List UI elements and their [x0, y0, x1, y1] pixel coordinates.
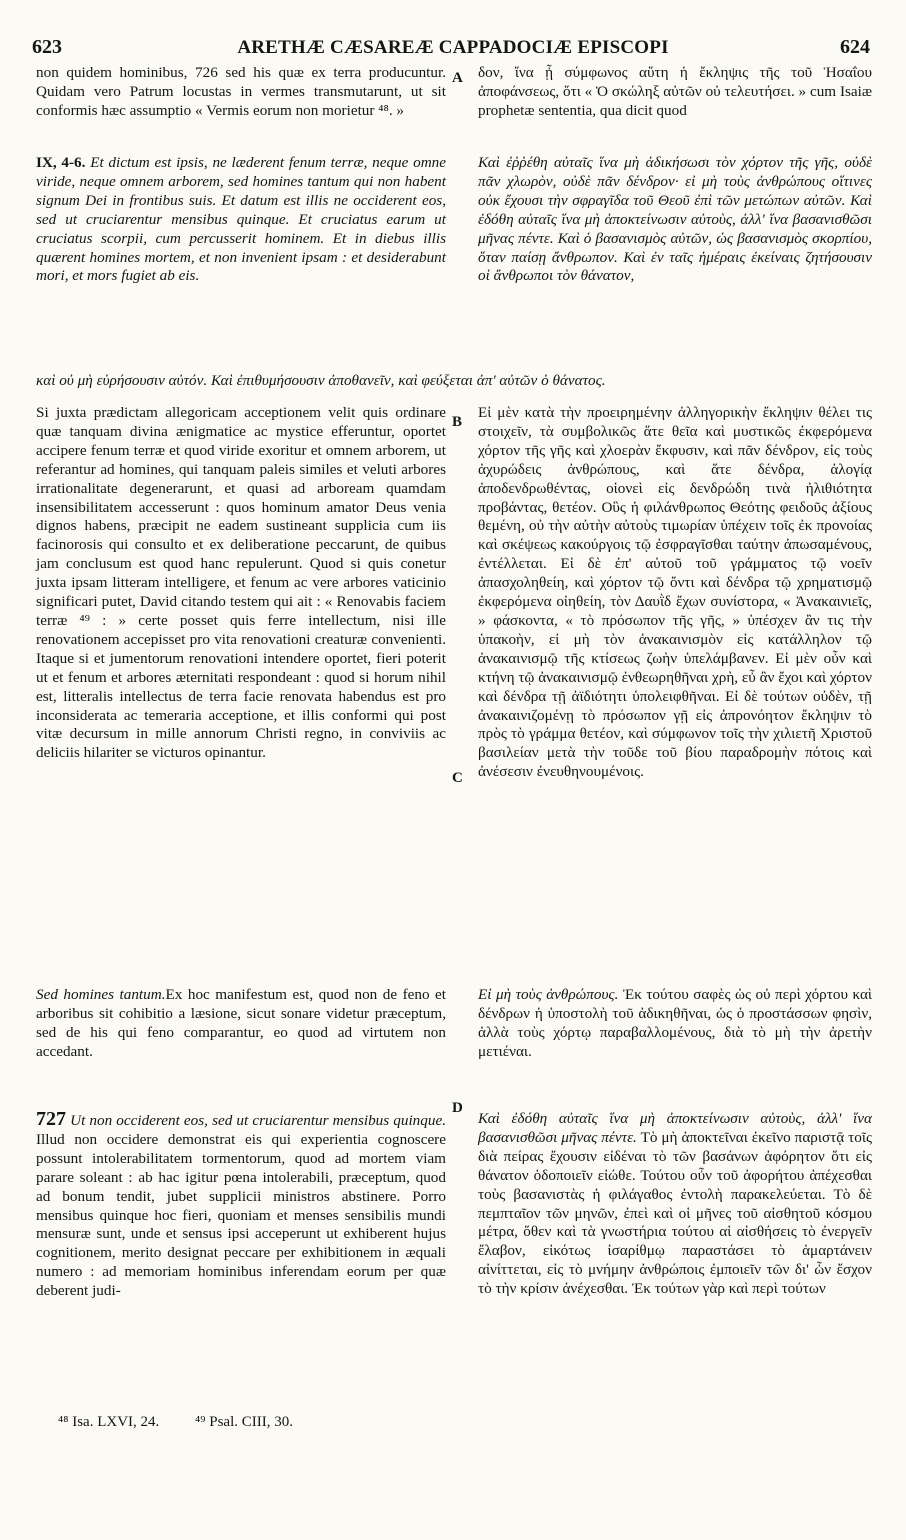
greek-top-paragraph: δον, ἵνα ᾖ σύμφωνος αὕτη ἡ ἔκληψις τῆς τοῦ Ἡσαΐου ἀποφάνσεως, ὅτι « Ὁ σκώληξ αὐτῶν οὐ τελευτήσει. » cum Isaiæ prophetæ sententia, qua dicit quod — [478, 64, 872, 119]
latin-lemma-d: Ut non occiderent eos, sed ut cruciarentur mensibus quinque. — [70, 1112, 447, 1129]
footnote-48: ⁴⁸ Isa. LXVI, 24. — [58, 1414, 160, 1430]
running-title: ARETHÆ CÆSAREÆ CAPPADOCIÆ EPISCOPI — [237, 37, 669, 58]
greek-verse-continuation: καὶ οὐ μὴ εὑρήσουσιν αὐτόν. Καὶ ἐπιθυμήσουσιν ἀποθανεῖν, καὶ φεύξεται ἀπ' αὐτῶν ὁ θάνατος. — [36, 372, 606, 389]
latin-d-text: Illud non occidere demonstrat eis qui experientia cognoscere possunt intolerabilitatem tormentorum, quod ad mortem viam parare soleant : ab hac igitur pœna intolerabili, præceptum, quod ad bonum tendit, jubet supplicii ministros abstinere. Porro mensibus quinque hoc fieri, quoniam et menses sensibilis mundi mensuræ sunt, unde et sensus ipsi acceperunt ut exhiberent hujus cognitionem, merito designat peccare per exhibitionem in æquali numero : ad memoriam hominibus inferendam eorum per quæ deberent judi- — [36, 1130, 446, 1300]
page-header — [24, 28, 882, 58]
footnote-49: ⁴⁹ Psal. CIII, 30. — [195, 1414, 293, 1430]
greek-lemma: Εἰ μὴ τοὺς ἀνθρώπους. — [478, 986, 619, 1003]
greek-sed-text: Ἐκ τούτου σαφὲς ὡς οὐ περὶ χόρτου καὶ δένδρων ἡ ὑποστολὴ τοῦ ἀδικηθῆναι, ὡς ὁ προστάσσων φησὶν, ἀλλὰ τοὺς χόρτῳ παραβαλλομένους, διὰ τὸ μὴ τὴν ἀρετὴν μετιέναι. — [478, 986, 873, 1060]
latin-sed-text: Ex hoc manifestum est, quod non de feno et arboribus sit cohibitio a læsione, sicut sonare videtur præceptum, sed de his qui feno comparantur, eo quod ad virtutem non accedant. — [36, 986, 446, 1060]
page-number-right: 624 — [840, 36, 870, 58]
footnotes — [58, 1414, 325, 1431]
latin-top-paragraph: non quidem hominibus, 726 sed his quæ ex terra producuntur. Quidam vero Patrum locustas in vermes transmutarunt, ut sit conformis hæc assumptio « Vermis eorum non morietur ⁴⁸. » — [36, 64, 446, 119]
greek-commentary-ei-me — [478, 986, 872, 1062]
greek-commentary-b: Εἰ μὲν κατὰ τὴν προειρημένην ἀλληγορικὴν ἔκληψιν θέλει τις στοιχεῖν, τὰ συμβολικῶς ἅτε θεῖα καὶ μυστικῶς ἐκφερόμενα χόρτον τῆς γῆς καὶ χλοερὰν ἔκφυσιν, καὶ πᾶν δένδρον, εἰς τοὺς ἀχυρώδεις ἀνθρώπους, καὶ ἅτε δένδρα, ἀλογίᾳ ἀποδενδρωθέντας, οἱονεὶ εἰς δενδρώδη τινὰ ἠλιθιότητα προβάντας, θετέον. Οὓς ἡ φιλάνθρωπος Θεότης φειδοῦς ἀξίους θεμένη, οὐ τὴν αὐτὴν αὐτοὺς τιμωρίαν ὑπέχειν τοῖς ἐκ προνοίας καὶ σκέψεως κακούργοις τῷ ἐσφραγῖσθαι ταύτην ἀπωσαμένους, ἐντέλλεται. Εἰ δὲ ἐπ' αὐτοῦ τοῦ γράμματος τῷ νοεῖν ἀπασχοληθείη, καὶ χόρτον τῷ ὄντι καὶ δένδρα τῷ χρηματισμῷ ἐκφερόμενα οἰηθείη, τὸν Δαυῒδ ἔχων συνίστορα, « Ἀνακαινιεῖς, » φάσκοντα, « τὸ πρόσωπον τῆς γῆς, » ὑπέσχεν ἂν τις τὴν ὑπακοὴν, εἰ μὴ τὸν ἀνακαινισμὸν εἰς κατάλληλον τῷ ἀνακαινισμῷ τῆς κτίσεως ζωὴν ὑπελάμβανεν. Εἰ μὲν οὖν καὶ κτήνη τῷ ἀνακαινισμῷ ἐνθεωρηθῆναι χρὴ, εὖ ἂν ἔχοι καὶ χόρτον καὶ δένδρα τῇ ἀϊδιότητι ὑπολειφθῆναι. Εἰ δὲ τούτων οὐδὲν, τῇ ἀνακαινιζομένῃ τὸ πρόσωπον γῇ εἰς ἀπρονόητον ἔκληψιν τὸ πρὸς τὸ γράμμα θετέον, καὶ σύμφωνον τοῖς τὴν χιλιετῆ Χριστοῦ βασιλείαν μετὰ τὴν τοῦδε τοῦ βίου παραδρομὴν πότοις καὶ ἀνέσεσιν ἐνευθηνουμένοις. — [478, 404, 872, 781]
latin-commentary-d — [36, 1110, 446, 1301]
greek-d-text: Τὸ μὴ ἀποκτεῖναι ἐκεῖνο παριστᾷ τοῖς διὰ πείρας ἔχουσιν εἰδέναι τὸ τῶν βασάνων ἀφόρητον ὅτι εἰς θάνατον ὁδοποιεῖν εἰώθε. Τούτου οὖν τοῦ ἀφορήτου ἀπέχεσθαι τοὺς βασανιστὰς ἡ φιλάγαθος ἐντολὴ παρακελεύεται. Τὸ δὲ πεμπταῖον τῶν μηνῶν, ἐπεὶ καὶ οἱ μῆνες τοῦ αἰσθητοῦ κόσμου μέτρα, ὅθεν καὶ τὰ γνωστήρια τούτου αἱ αἰσθήσεις τὸ ἐνεργεῖν ἔλαβον, εἰκότως ἰσαρίθμῳ παραστάσει τὸ ἁμαρτάνειν αἰνίττεται, εἰς τὸ μνήμην ἀνθρώποις ἐμποιεῖν τῶν δι' ὧν ἔσχον τὸ τὴν κρίσιν ἀνέχεσθαι. Ἐκ τούτων γὰρ καὶ περὶ τούτων — [478, 1128, 872, 1298]
greek-verse-block: Καὶ ἐῤῥέθη αὐταῖς ἵνα μὴ ἀδικήσωσι τὸν χόρτον τῆς γῆς, οὐδὲ πᾶν χλωρὸν, οὐδὲ πᾶν δένδρον· εἰ μὴ τοὺς ἀνθρώπους οἵτινες οὐκ ἔχουσι τὴν σφραγῖδα τοῦ Θεοῦ ἐπὶ τῶν μετώπων αὐτῶν. Καὶ ἐδόθη αὐταῖς ἵνα μὴ ἀποκτείνωσιν αὐτοὺς, ἀλλ' ἵνα βασανισθῶσι μῆνας πέντε. Καὶ ὁ βασανισμὸς αὐτῶν, ὡς βασανισμὸς σκορπίου, ὅταν παίσῃ ἄνθρωπον. Καὶ ἐν ταῖς ἡμέραις ἐκείναις ζητήσουσιν οἱ ἄνθρωποι τὸν θάνατον, — [478, 154, 872, 285]
greek-lemma-d: Καὶ ἐδόθη αὐταῖς ἵνα μὴ ἀποκτείνωσιν αὐτοὺς, ἀλλ' ἵνα βασανισθῶσι μῆνας πέντε. — [478, 1110, 872, 1146]
margin-marker-b: B — [452, 414, 463, 430]
latin-lemma: Sed homines tantum. — [36, 986, 166, 1003]
latin-verse-text: Et dictum est ipsis, ne læderent fenum terræ, neque omne viride, neque omnem arborem, sed homines tantum qui non habent signum Dei in frontibus suis. Et datum est illis ne occiderent eos, sed ut cruciarentur mensibus quinque. Et cruciatus earum ut cruciatus scorpii, cum percusserit hominem. Et in diebus illis quærent homines mortem, et non invenient ipsam : et desiderabunt mori, et mors fugiet ab eis. — [36, 154, 447, 285]
greek-commentary-d — [478, 1110, 872, 1299]
margin-marker-c: C — [452, 770, 463, 786]
latin-commentary-b: Si juxta prædictam allegoricam acceptionem velit quis ordinare quæ tanquam divina ænigmatice ac mystice efferuntur, oportet accipere fenum terræ et quod viride exoritur et omnem arborem, ut referantur ad homines, qui tanquam paleis similes et veluti arbores irrationalitate degenerarunt, et quasi ad arboream quamdam insensibilitatem accesserunt : quos hominum amator Deus venia dignos habens, præcipit ne eadem sustineant supplicia cum iis facinorosis qui consulto et ex deliberatione peccarunt, de quibus jam conclusum est quod hanc repulerunt. Quod si quis conetur juxta ipsam litteram intelligere, et fenum ac vere arbores vaticinio significari putet, David citando testem qui ait : « Renovabis faciem terræ ⁴⁹ : » certe posset quis ferre intellectum, nisi ille renovationem accepisset pro vita renovationi creaturæ convenienti. Itaque si et jumentorum renovationi intendere oportet, fieri poterit ut et fenum et arbores æternitati respondeant : quod si horum nihil est, litteralis intellectus de terra facie renovata habendus est pro inconsiderata ac temeraria acceptione, et illis conformi qui post vitæ decursum in mille annorum Christi regno, in conviviis ac deliciis hilariter se victuros opinantur. — [36, 404, 446, 762]
margin-marker-d: D — [452, 1100, 463, 1116]
verse-reference: IX, 4-6. — [36, 154, 86, 171]
margin-marker-a: A — [452, 70, 463, 86]
page-number-left: 623 — [32, 36, 62, 58]
latin-commentary-sed-homines — [36, 986, 446, 1062]
column-number: 727 — [36, 1108, 66, 1130]
latin-verse-block — [36, 154, 446, 286]
